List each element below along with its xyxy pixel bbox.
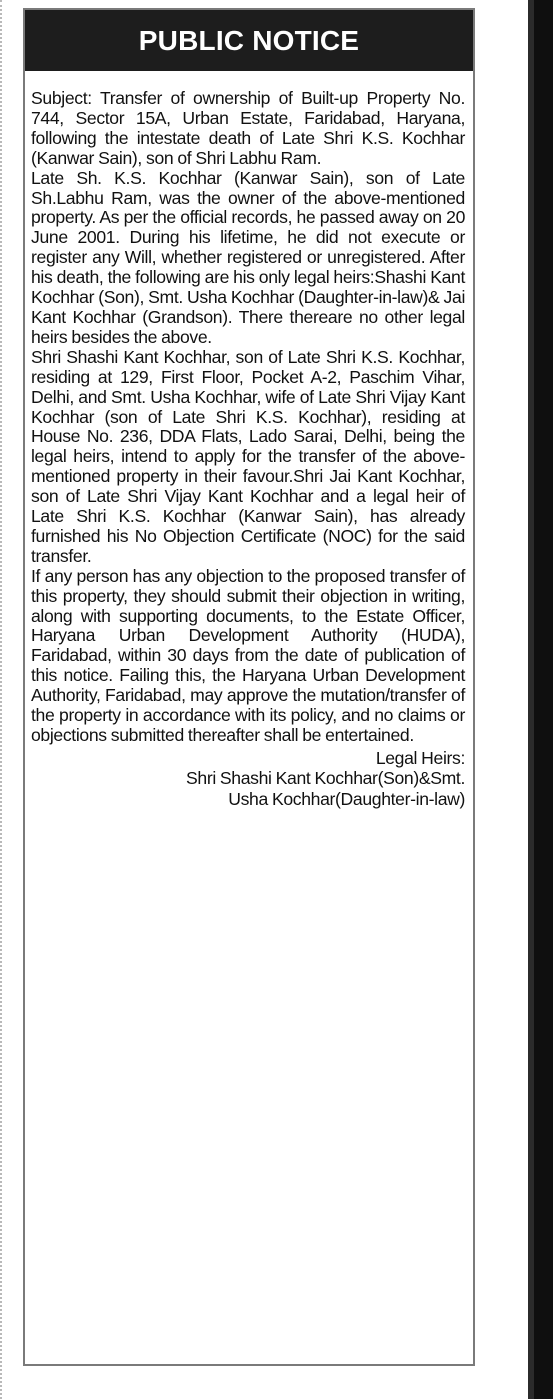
notice-title: PUBLIC NOTICE [25, 10, 473, 71]
right-edge-strip [528, 0, 553, 1399]
public-notice [23, 8, 475, 1366]
notice-body [25, 71, 473, 809]
notice-paragraph-ownership: Late Sh. K.S. Kochhar (Kanwar Sain), son of Late Sh.Labhu Ram, was the owner of the above-mentioned property. As per the official records, he passed away on 20 June 2001. During his lifetime, he did not execute or register any Will, whether registered or unregistered. After his death, the following are his only legal heirs:Shashi Kant Kochhar (Son), Smt. Usha Kochhar (Daughter-in-law)& Jai Kant Kochhar (Grandson). There thereare no other legal heirs besides the above. [31, 167, 465, 347]
notice-subject: Subject: Transfer of ownership of Built-up Property No. 744, Sector 15A, Urban Estate, Faridabad, Haryana, following the intestate death of Late Shri K.S. Kochhar (Kanwar Sain), son of Shri Labhu Ram. [31, 88, 465, 168]
notice-paragraph-objection: If any person has any objection to the proposed transfer of this property, they should submit their objection in writing, along with supporting documents, to the Estate Officer, Haryana Urban Development Authority (HUDA), Faridabad, within 30 days from the date of publication of this notice. Failing this, the Haryana Urban Development Authority, Faridabad, may approve the mutation/transfer of the property in accordance with its policy, and no claims or objections submitted thereafter shall be entertained. [31, 565, 465, 745]
signature-line-2: Usha Kochhar(Daughter-in-law) [228, 788, 465, 809]
right-edge-highlight [528, 0, 534, 1399]
signature-block [31, 748, 465, 810]
dotted-border [0, 0, 2, 1399]
signature-line-1: Shri Shashi Kant Kochhar(Son)&Smt. [186, 768, 465, 789]
signature-label: Legal Heirs: [375, 747, 465, 768]
notice-paragraph-heirs: Shri Shashi Kant Kochhar, son of Late Shri K.S. Kochhar, residing at 129, First Floor, Pocket A-2, Paschim Vihar, Delhi, and Smt. Usha Kochhar, wife of Late Shri Vijay Kant Kochhar (son of Late Shri K.S. Kochhar), residing at House No. 236, DDA Flats, Lado Sarai, Delhi, being the legal heirs, intend to apply for the transfer of the above-mentioned property in their favour.Shri Jai Kant Kochhar, son of Late Shri Vijay Kant Kochhar and a legal heir of Late Shri K.S. Kochhar (Kanwar Sain), has already furnished his No Objection Certificate (NOC) for the said transfer. [31, 346, 465, 566]
